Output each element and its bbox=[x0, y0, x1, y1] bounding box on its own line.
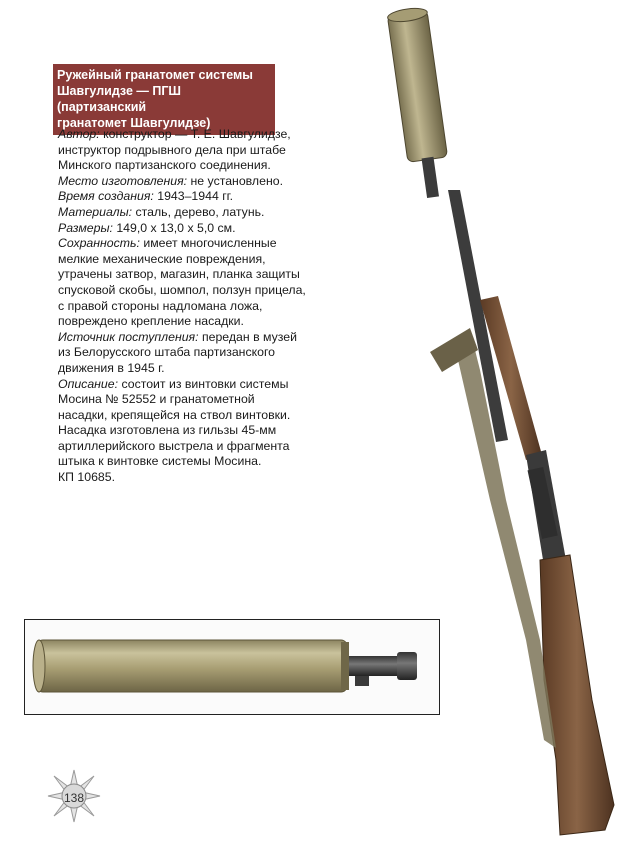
author-line: инструктор подрывного дела при штабе bbox=[58, 142, 286, 157]
page-number: 138 bbox=[63, 791, 85, 805]
author-value: конструктор — Т. Е. Шавгулидзе, bbox=[99, 127, 291, 141]
desc-value: состоит из винтовки системы bbox=[118, 376, 289, 391]
title-line: Ружейный гранатомет системы bbox=[57, 68, 253, 82]
desc-line: Насадка изготовлена из гильзы 45-мм bbox=[58, 423, 277, 438]
desc-line: насадки, крепящейся на ствол винтовки. bbox=[58, 407, 291, 422]
author-line: Минского партизанского соединения. bbox=[58, 158, 271, 173]
author-line bbox=[58, 127, 348, 143]
time-label: Время создания: bbox=[58, 189, 154, 204]
desc-line: штыка к винтовке системы Мосина. bbox=[58, 454, 262, 469]
materials-line bbox=[58, 205, 348, 221]
inventory-number: КП 10685. bbox=[58, 470, 116, 485]
desc-line bbox=[58, 377, 348, 393]
place-label: Место изготовления: bbox=[58, 173, 188, 188]
desc-label: Описание: bbox=[58, 376, 119, 391]
materials-label: Материалы: bbox=[58, 204, 133, 219]
size-value: 149,0 х 13,0 х 5,0 см. bbox=[112, 220, 236, 235]
time-value: 1943–1944 гг. bbox=[153, 189, 234, 204]
rifle-stock bbox=[540, 555, 614, 835]
source-label: Источник поступления: bbox=[58, 329, 199, 344]
title-line: Шавгулидзе — ПГШ (партизанский bbox=[57, 84, 181, 114]
condition-label: Сохранность: bbox=[58, 236, 140, 251]
desc-line: артиллерийского выстрела и фрагмента bbox=[58, 438, 290, 453]
condition-value: имеет многочисленные bbox=[139, 236, 277, 251]
time-line bbox=[58, 189, 348, 205]
source-line: из Белорусского штаба партизанского bbox=[58, 345, 276, 360]
source-line bbox=[58, 330, 348, 346]
condition-line: с правой стороны надломана ложа, bbox=[58, 298, 263, 313]
size-label: Размеры: bbox=[58, 220, 113, 235]
source-line: движения в 1945 г. bbox=[58, 360, 165, 375]
place-line bbox=[58, 174, 348, 190]
muzzle-attachment bbox=[387, 6, 453, 200]
article-title bbox=[53, 64, 275, 135]
rifle-illustration bbox=[330, 0, 630, 864]
casing-mouth bbox=[33, 640, 45, 692]
place-value: не установлено. bbox=[187, 173, 283, 188]
condition-line: повреждено крепление насадки. bbox=[58, 314, 244, 329]
condition-line: утрачены затвор, магазин, планка защиты bbox=[58, 267, 300, 282]
brass-casing bbox=[37, 640, 347, 692]
condition-line bbox=[58, 236, 348, 252]
materials-value: сталь, дерево, латунь. bbox=[132, 204, 265, 219]
desc-line: Мосина № 52552 и гранатометной bbox=[58, 392, 255, 407]
condition-line: спусковой скобы, шомпол, ползун прицела, bbox=[58, 282, 306, 297]
artifact-description bbox=[58, 127, 348, 486]
size-line bbox=[58, 221, 348, 237]
author-label: Автор: bbox=[58, 127, 100, 141]
source-value: передан в музей bbox=[198, 329, 297, 344]
title-line: гранатомет Шавгулидзе) bbox=[57, 116, 211, 130]
condition-line: мелкие механические повреждения, bbox=[58, 251, 266, 266]
